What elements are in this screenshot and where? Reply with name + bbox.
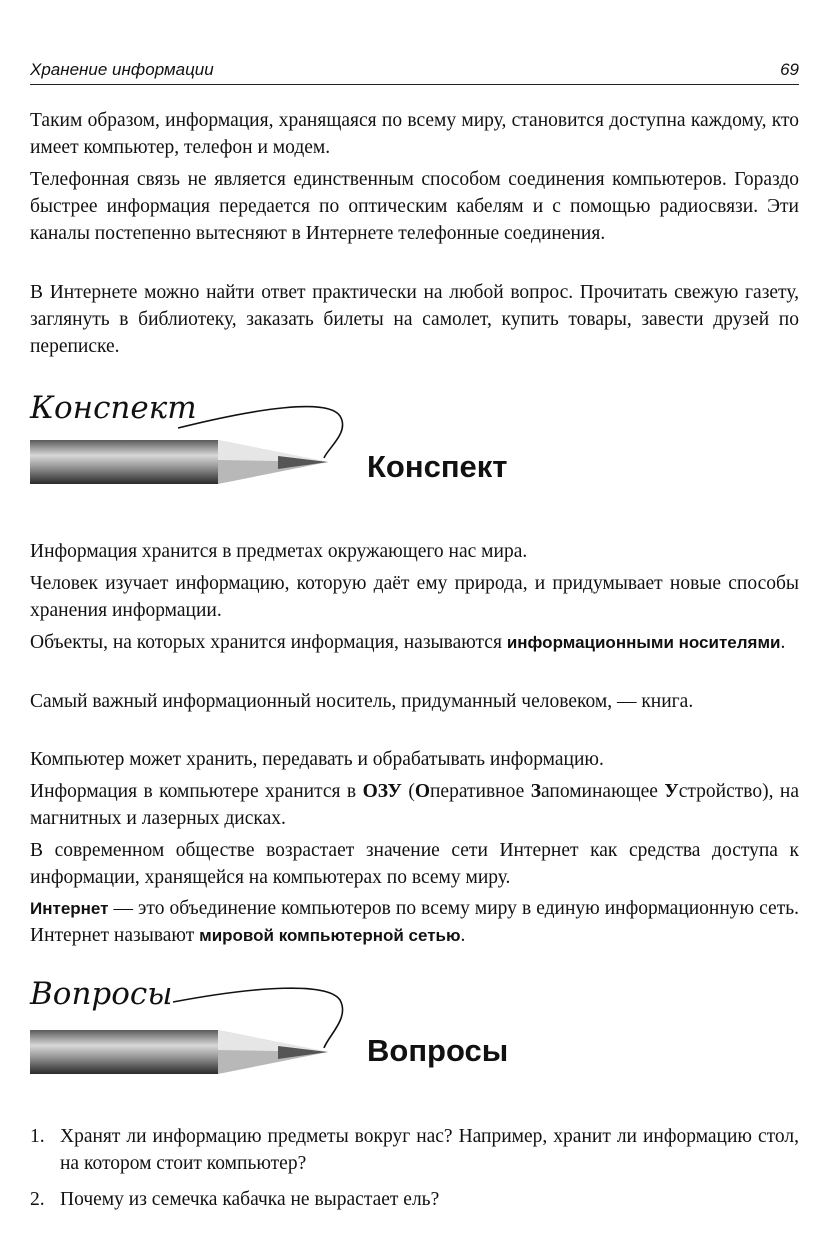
konspekt-paragraph-7: В современном обществе возрастает значение сети Интернет как средства доступа к информации, хранящейся на компьютерах по всему миру. <box>30 840 799 888</box>
intro-paragraph-3: В Интернете можно найти ответ практически на любой вопрос. Прочитать свежую газету, заглянуть в библиотеку, заказать билеты на самолет, купить товары, завести друзей по переписке. <box>30 282 799 357</box>
running-header <box>30 58 799 85</box>
intro-paragraph-2: Телефонная связь не является единственным способом соединения компьютеров. Гораздо быстрее информация передается по оптическим кабелям и с помощью радиосвязи. Эти каналы постепенно вытесняют в Интернете телефонные соединения. <box>30 169 799 244</box>
page-number: 69 <box>780 60 799 79</box>
term-world-network: мировой компьютерной сетью <box>199 926 461 945</box>
questions-list <box>30 1123 799 1222</box>
konspekt-paragraph-8: Интернет — это объединение компьютеров по всему миру в единую информационную сеть. Интернет называют мировой компьютерной сетью. <box>30 898 799 946</box>
konspekt-paragraph-5: Компьютер может хранить, передавать и обрабатывать информацию. <box>30 749 604 770</box>
konspekt-paragraph-4: Самый важный информационный носитель, придуманный человеком, — книга. <box>30 691 694 712</box>
konspekt-heading: Конспект <box>367 449 508 484</box>
list-item: 1. Хранят ли информацию предметы вокруг нас? Например, хранит ли информацию стол, на котором стоит компьютер? <box>30 1126 799 1174</box>
konspekt-script-label: Конспект <box>30 390 197 426</box>
konspekt-paragraph-6: Информация в компьютере хранится в ОЗУ (Оперативное Запоминающее Устройство), на магнитных и лазерных дисках. <box>30 781 799 829</box>
konspekt-paragraph-2: Человек изучает информацию, которую даёт ему природа, и придумывает новые способы хранения информации. <box>30 573 799 621</box>
konspekt-paragraph-3: Объекты, на которых хранится информация, называются информационными носителями. <box>30 632 786 653</box>
konspekt-paragraph-1: Информация хранится в предметах окружающего нас мира. <box>30 541 528 562</box>
questions-heading: Вопросы <box>367 1033 509 1068</box>
term-internet: Интернет <box>30 899 109 918</box>
intro-paragraph-1: Таким образом, информация, хранящаяся по всему миру, становится доступна каждому, кто имеет компьютер, телефон и модем. <box>30 110 799 158</box>
term-information-carriers: информационными носителями <box>506 633 781 652</box>
questions-script-label: Вопросы <box>30 976 173 1012</box>
term-ozu: ОЗУ <box>362 781 402 802</box>
chapter-title: Хранение информации <box>30 60 214 79</box>
list-item: 2. Почему из семечка кабачка не вырастает ель? <box>30 1189 440 1210</box>
